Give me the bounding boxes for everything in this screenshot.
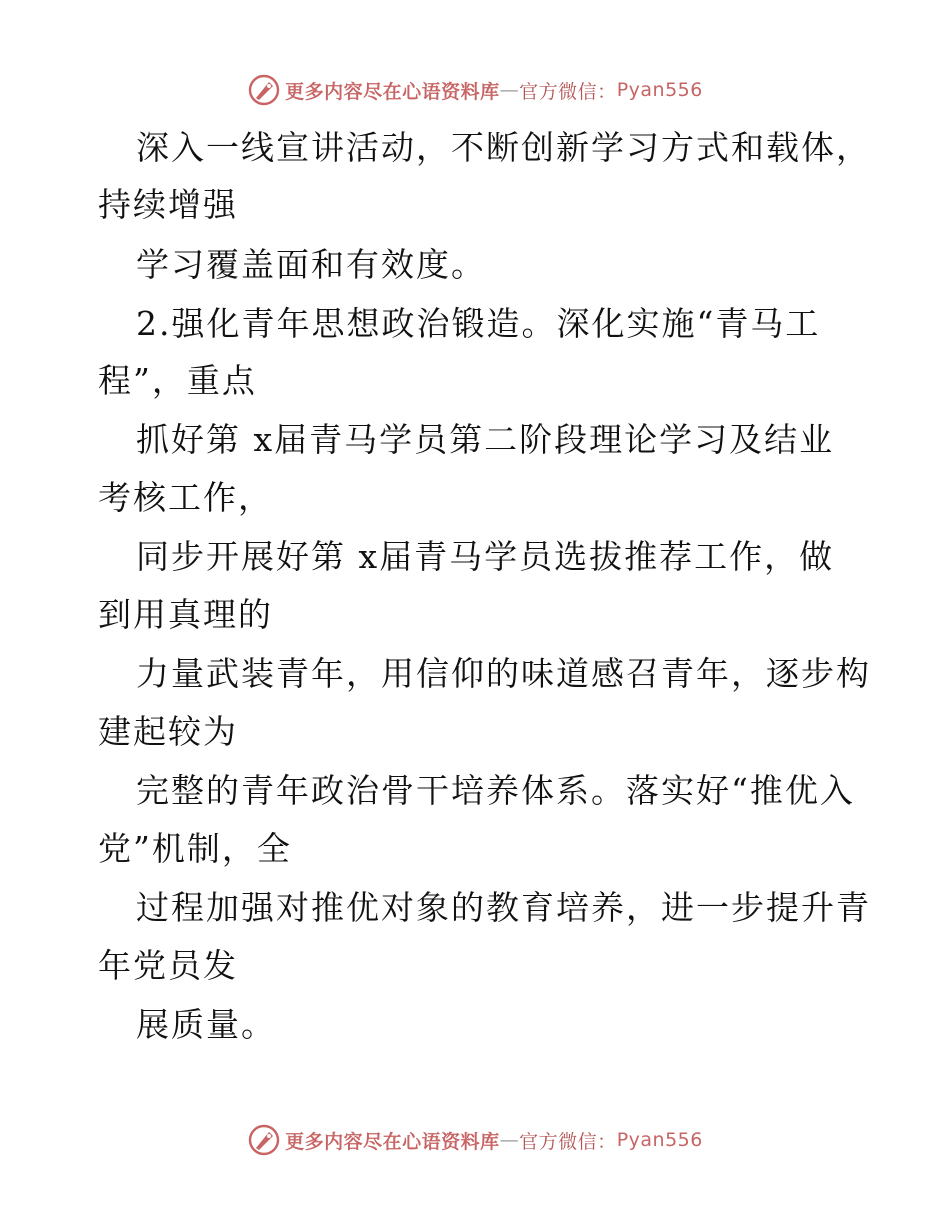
text-line: 过程加强对推优对象的教育培养，进一步提升青 (136, 888, 871, 927)
text-line: 年党员发 (98, 946, 238, 985)
text-line: 持续增强 (98, 185, 238, 224)
text-line: 力量武装青年，用信仰的味道感召青年，逐步构 (136, 654, 871, 693)
text-line: 深入一线宣讲活动，不断创新学习方式和载体， (136, 128, 871, 167)
text-line: 学习覆盖面和有效度。 (136, 245, 486, 284)
header-watermark (0, 70, 950, 110)
watermark-dash: — (499, 1129, 520, 1151)
watermark-dash: — (499, 79, 520, 101)
text-line: 同步开展好第 x届青马学员选拔推荐工作，做 (136, 537, 835, 576)
text-line: 到用真理的 (98, 595, 273, 634)
text-line: 展质量。 (136, 1005, 276, 1044)
text-line: 考核工作， (98, 478, 273, 517)
watermark-official-label: 官方微信： (519, 80, 617, 103)
text-line: 程”，重点 (98, 361, 257, 400)
footer-watermark (0, 1120, 950, 1160)
watermark-official-label: 官方微信： (519, 1130, 617, 1153)
text-line: 完整的青年政治骨干培养体系。落实好“推优入 (136, 771, 855, 810)
pen-nib-circle-icon (247, 73, 281, 107)
text-line: 建起较为 (98, 712, 238, 751)
watermark-main-text: 更多内容尽在心语资料库 (285, 80, 500, 103)
watermark-account: Pyan556 (616, 1129, 703, 1151)
watermark-account: Pyan556 (616, 79, 703, 101)
watermark-main-text: 更多内容尽在心语资料库 (285, 1130, 500, 1153)
text-line: 抓好第 x届青马学员第二阶段理论学习及结业 (136, 420, 835, 459)
text-line: 党”机制，全 (98, 829, 292, 868)
text-line: 2.强化青年思想政治锻造。深化实施“青马工 (136, 304, 821, 343)
pen-nib-circle-icon (247, 1123, 281, 1157)
